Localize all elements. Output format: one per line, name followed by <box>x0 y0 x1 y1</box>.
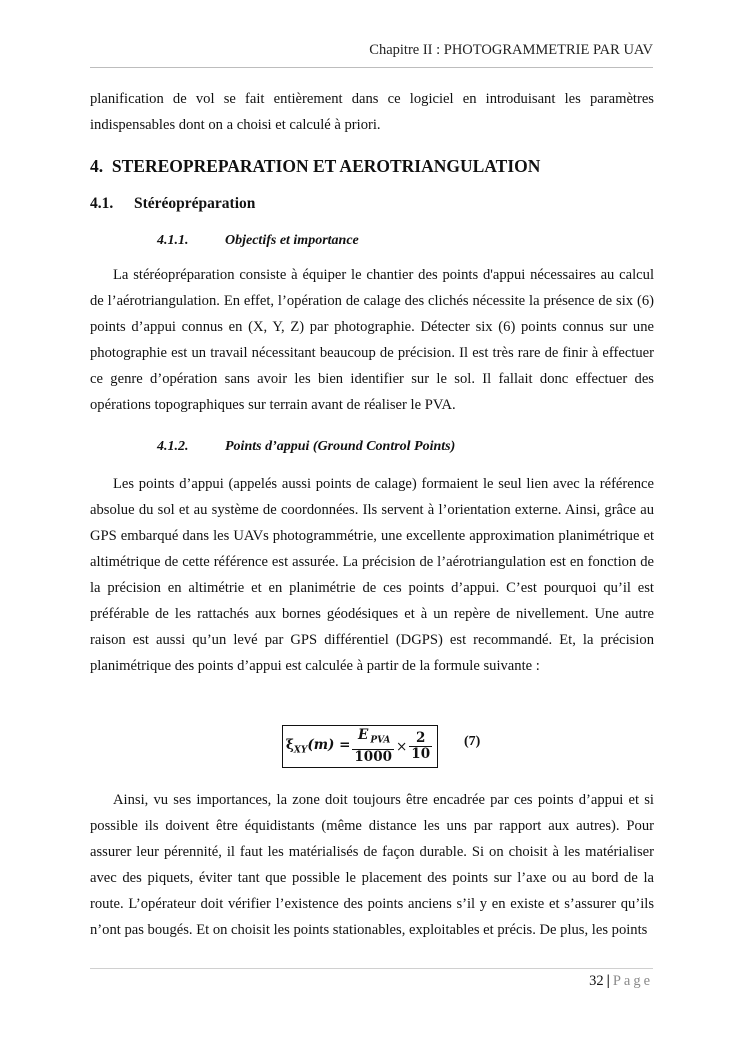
formula-fraction-1 <box>352 728 394 765</box>
section-4-1-2-heading <box>157 439 455 455</box>
equation-number: (7) <box>464 734 481 749</box>
section-4-1-title: Stéréopréparation <box>134 195 256 212</box>
closing-paragraph: Ainsi, vu ses importances, la zone doit toujours être encadrée par ces points d’appui et si possible ils doivent être équidistants (même distance les uns par rapport aux autres). Pour assurer leur pérennité, il faut les matérialisés de façon durable. Si on choisit à les matérialiser avec des piquets, éviter tant que possible le placement des points sur l’axe ou au bord de la route. L’opérateur doit vérifier l’existence des points anciens s’il y en existe et s’assurer qu’ils n’ont pas bougés. Et on choisit les points stationables, exploitables et précis. De plus, les points <box>90 792 654 938</box>
section-4-title: STEREOPREPARATION ET AEROTRIANGULATION <box>111 156 541 176</box>
fraction-2-numerator: 2 <box>415 730 426 746</box>
formula-symbol: ξ <box>285 737 294 754</box>
footer-separator: | <box>606 973 610 989</box>
section-4-1-number: 4.1. <box>90 195 114 212</box>
objectives-paragraph: La stéréopréparation consiste à équiper le chantier des points d'appui nécessaires au calcul de l’aérotriangulation. En effet, l’opération de calage des clichés nécessite la présence de six (6) points d’appui connus en (X, Y, Z) par photographie. Détecter six (6) points connus sur une photographie est un travail nécessitant beaucoup de précision. Il est très rare de finir à effectuer ce genre d’opération sans avoir les bien identifier sur le sol. Il fallait donc effectuer des opérations topographiques sur terrain avant de réaliser le PVA. <box>90 267 654 413</box>
page-label: Page <box>612 973 653 989</box>
fraction-1-numerator-sub: PVA <box>370 735 391 746</box>
section-4-1-heading <box>90 195 255 213</box>
running-header: Chapitre II : PHOTOGRAMMETRIE PAR UAV <box>369 42 653 58</box>
page-footer <box>589 973 653 990</box>
fraction-1-numerator: E <box>358 727 369 744</box>
section-4-number: 4. <box>90 156 104 176</box>
fraction-2-denominator: 10 <box>411 746 431 762</box>
formula-fraction-2 <box>409 731 432 762</box>
control-points-paragraph: Les points d’appui (appelés aussi points de calage) formaient le seul lien avec la référence absolue du sol et au système de coordonnées. Ils servent à l’orientation externe. Ainsi, grâce au GPS embarqué dans les UAVs photogrammétrie, une excellente approximation planimétrique et altimétrique de cette référence est assurée. La précision de l’aérotriangulation est en fonction de la précision en altimétrie et en planimétrie de ces points d’appui. C’est pourquoi qu’il est préférable de les rattachés aux bornes géodésiques et à un repère de nivellement. Une autre raison est aussi qu’un levé par GPS différentiel (DGPS) est recommandé. Et, la précision planimétrique des points d’appui est calculée à partir de la formule suivante : <box>90 476 654 674</box>
intro-paragraph: planification de vol se fait entièrement dans ce logiciel en introduisant les paramètres indispensables dont on a choisi et calculé à priori. <box>90 91 654 133</box>
section-4-1-1-heading <box>157 233 359 249</box>
section-4-heading <box>90 156 540 177</box>
fraction-1-denominator: 1000 <box>354 748 392 765</box>
section-4-1-1-title: Objectifs et importance <box>225 233 359 248</box>
formula-subscript: XY <box>293 745 308 756</box>
section-4-1-1-number: 4.1.1. <box>157 233 189 248</box>
footer-divider <box>90 968 653 969</box>
formula-box <box>282 725 438 768</box>
formula-argument: (m) = <box>307 737 351 754</box>
formula-lhs <box>286 737 351 756</box>
page-number: 32 <box>589 973 604 989</box>
section-4-1-2-number: 4.1.2. <box>157 439 189 454</box>
formula-times: × <box>395 738 408 755</box>
section-4-1-2-title: Points d’appui (Ground Control Points) <box>225 439 456 454</box>
header-divider <box>90 67 653 68</box>
